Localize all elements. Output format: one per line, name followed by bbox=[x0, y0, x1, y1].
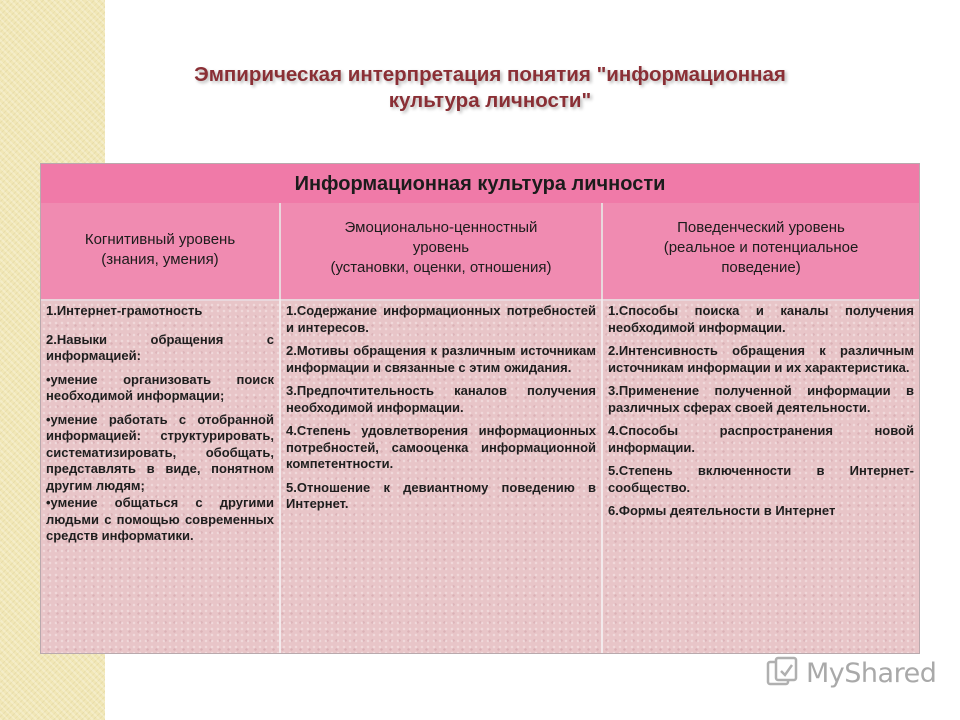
column-heading-cognitive bbox=[41, 203, 281, 299]
heading-line: уровень bbox=[412, 239, 470, 256]
list-item: •умение общаться с другими людьми с помощью современных средств информатики. bbox=[46, 495, 274, 543]
list-item: 4.Способы распространения новой информации. bbox=[608, 423, 914, 455]
heading-line: (установки, оценки, отношения) bbox=[330, 259, 552, 276]
myshared-watermark bbox=[766, 655, 936, 691]
slide-title-line-1: Эмпирическая интерпретация понятия "информационная bbox=[194, 63, 786, 86]
emotional-cell bbox=[281, 299, 603, 653]
watermark-text: MyShared bbox=[806, 657, 937, 689]
heading-line: (знания, умения) bbox=[101, 251, 219, 268]
list-item: 2.Навыки обращения с информацией: bbox=[46, 331, 274, 363]
list-item: 3.Предпочтительность каналов получения необходимой информации. bbox=[286, 383, 596, 415]
behavioral-cell bbox=[603, 299, 919, 653]
list-item: •умение организовать поиск необходимой информации; bbox=[46, 371, 274, 403]
heading-line: (реальное и потенциальное bbox=[663, 239, 859, 256]
column-heading-emotional bbox=[281, 203, 603, 299]
slide-title-line-2: культура личности" bbox=[388, 89, 592, 112]
list-item: 6.Формы деятельности в Интернет bbox=[608, 503, 836, 518]
list-item: 5.Отношение к девиантному поведению в Интернет. bbox=[286, 479, 596, 511]
heading-line: Поведенческий уровень bbox=[677, 219, 845, 236]
heading-line: Когнитивный уровень bbox=[84, 231, 236, 248]
list-item: 1.Интернет-грамотность bbox=[46, 303, 203, 318]
column-headings-row bbox=[41, 203, 919, 301]
info-culture-table bbox=[40, 163, 920, 654]
column-heading-behavioral bbox=[603, 203, 919, 299]
heading-line: поведение) bbox=[721, 259, 801, 276]
list-item: 2.Интенсивность обращения к различным источникам информации и их характеристика. bbox=[608, 343, 914, 375]
list-item: 5.Степень включенности в Интернет-сообщество. bbox=[608, 463, 914, 495]
list-item: 3.Применение полученной информации в различных сферах своей деятельности. bbox=[608, 383, 914, 415]
cognitive-cell bbox=[41, 299, 281, 653]
list-item: 1.Содержание информационных потребностей и интересов. bbox=[286, 303, 596, 335]
myshared-logo-icon bbox=[766, 656, 800, 690]
list-item: 1.Способы поиска и каналы получения необходимой информации. bbox=[608, 303, 914, 335]
list-item: •умение работать с отобранной информацией: структурировать, систематизировать, обобщать, представлять в виде, понятном другим людям; bbox=[46, 411, 274, 493]
list-item: 2.Мотивы обращения к различным источникам информации и связанные с этим ожидания. bbox=[286, 343, 596, 375]
table-body-row bbox=[41, 299, 919, 653]
table-header: Информационная культура личности bbox=[41, 164, 919, 204]
slide-title bbox=[140, 62, 840, 114]
heading-line: Эмоционально-ценностный bbox=[344, 219, 538, 236]
list-item: 4.Степень удовлетворения информационных потребностей, самооценка информационной компетентности. bbox=[286, 423, 596, 471]
